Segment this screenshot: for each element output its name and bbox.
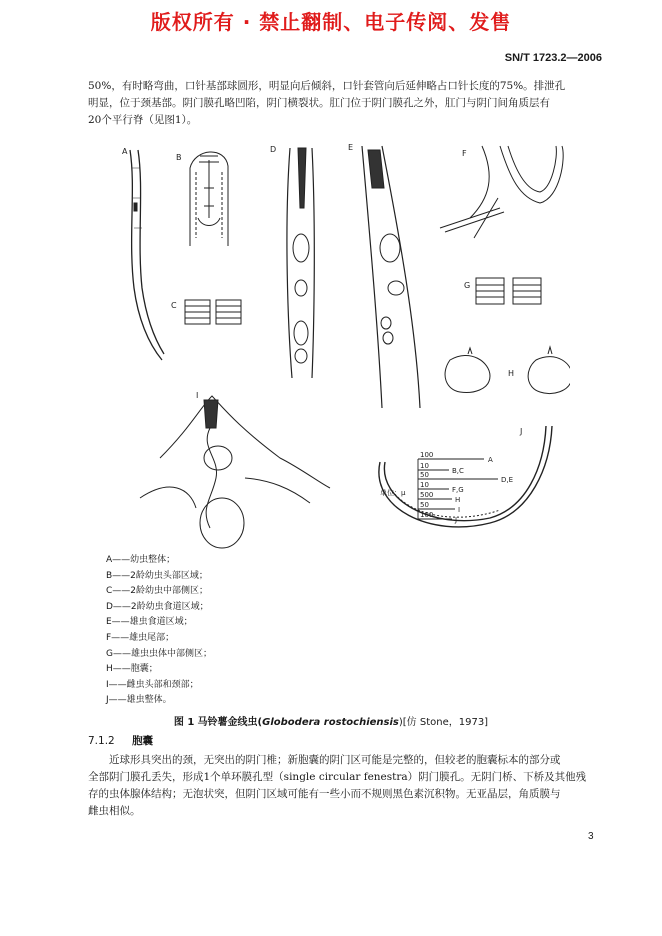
panel-g-male-lateral-field-drawing (476, 278, 541, 304)
scale-panel: B,C (452, 467, 464, 475)
legend-item: J——雄虫整体。 (106, 695, 172, 706)
scale-value: 500 (420, 491, 434, 499)
caption-latin-name: Globodera rostochiensis (262, 717, 399, 728)
panel-label-f: F (462, 149, 467, 158)
panel-c-lateral-field-drawing (185, 300, 241, 324)
legend-item: E——雄虫食道区域； (106, 617, 193, 628)
panel-i-female-head-drawing (140, 396, 330, 548)
scale-value: 10 (420, 462, 429, 470)
scale-panel: F,G (452, 486, 464, 494)
scale-panel: D,E (501, 476, 514, 484)
scale-unit-label: 单位：μ (380, 489, 406, 497)
panel-label-h: H (508, 369, 515, 378)
legend-item: F——雄虫尾部； (106, 632, 175, 643)
scale-value: 50 (420, 471, 429, 479)
intro-line: 明显，位于颈基部。阴门膜孔略凹陷，阴门横裂状。肛门位于阴门膜孔之外，肛门与阴门间角质层有 (88, 97, 550, 109)
panel-d-oesophagus-drawing (287, 148, 314, 378)
legend-item: G——雄虫虫体中部侧区； (106, 648, 212, 659)
section-title: 胞囊 (132, 735, 154, 747)
panel-label-a: A (122, 147, 128, 156)
scale-value: 100 (420, 451, 434, 459)
panel-label-c: C (171, 301, 177, 310)
legend-item: H——胞囊； (106, 664, 158, 675)
panel-e-male-oesophagus-drawing (362, 146, 420, 408)
legend-item: I——雌虫头部和颈部； (106, 679, 199, 690)
panel-f-male-tail-drawing (440, 146, 563, 238)
body-line: 存的虫体腺体结构；无泡状突，但阴门区域可能有一些小而不规则黑色素沉积物。无亚晶层，角质膜与 (88, 788, 561, 800)
intro-line: 20个平行脊（见图1）。 (88, 114, 198, 126)
figure-legend (106, 553, 212, 709)
panel-b-head-drawing (190, 152, 228, 246)
caption-title: 马铃薯金线虫( (197, 717, 263, 728)
figure-caption (0, 713, 662, 728)
intro-paragraph (88, 78, 608, 129)
scale-panel: A (488, 456, 493, 464)
panel-label-e: E (348, 143, 354, 152)
legend-item: B——2龄幼虫头部区域； (106, 570, 208, 581)
body-paragraph (88, 752, 608, 820)
panel-a-larva-drawing (130, 150, 164, 360)
scale-panel: J (455, 516, 458, 524)
panel-label-i: I (196, 391, 199, 400)
nematode-figure (100, 128, 570, 553)
caption-number: 图 1 (173, 717, 195, 728)
page-number: 3 (588, 831, 594, 842)
scale-value: 10 (420, 481, 429, 489)
standard-code: SN/T 1723.2—2006 (504, 52, 602, 64)
panel-label-g: G (464, 281, 471, 290)
watermark-banner: 版权所有 · 禁止翻制、电子传阅、发售 (150, 10, 512, 34)
scale-value: 50 (420, 501, 429, 509)
panel-label-b: B (176, 153, 182, 162)
scale-panel: H (455, 496, 461, 504)
legend-item: D——2龄幼虫食道区域； (106, 601, 209, 612)
section-heading (88, 733, 153, 748)
section-number: 7.1.2 (88, 735, 115, 747)
legend-item: C——2龄幼虫中部侧区； (106, 586, 209, 597)
panel-label-d: D (270, 145, 277, 154)
scale-panel: I (458, 506, 461, 514)
body-line: 近球形具突出的颈，无突出的阴门椎；新胞囊的阴门区可能是完整的，但较老的胞囊标本的部分或 (109, 754, 561, 766)
body-line: 雌虫相似。 (88, 805, 141, 817)
scale-value: 100 (420, 511, 434, 519)
panel-j-whole-male-drawing (379, 426, 552, 527)
panel-label-j: J (520, 427, 523, 436)
body-line: 全部阴门膜孔丢失，形成1个单环膜孔型（single circular fenestra）阴门膜孔。无阴门桥、下桥及其他残 (88, 771, 587, 783)
caption-source: )[仿 Stone，1973] (398, 717, 489, 728)
legend-item: A——幼虫整体； (106, 555, 176, 565)
intro-line: 50%，有时略弯曲，口针基部球圆形，明显向后倾斜，口针套管向后延伸略占口针长度的75%。排泄孔 (88, 80, 566, 92)
